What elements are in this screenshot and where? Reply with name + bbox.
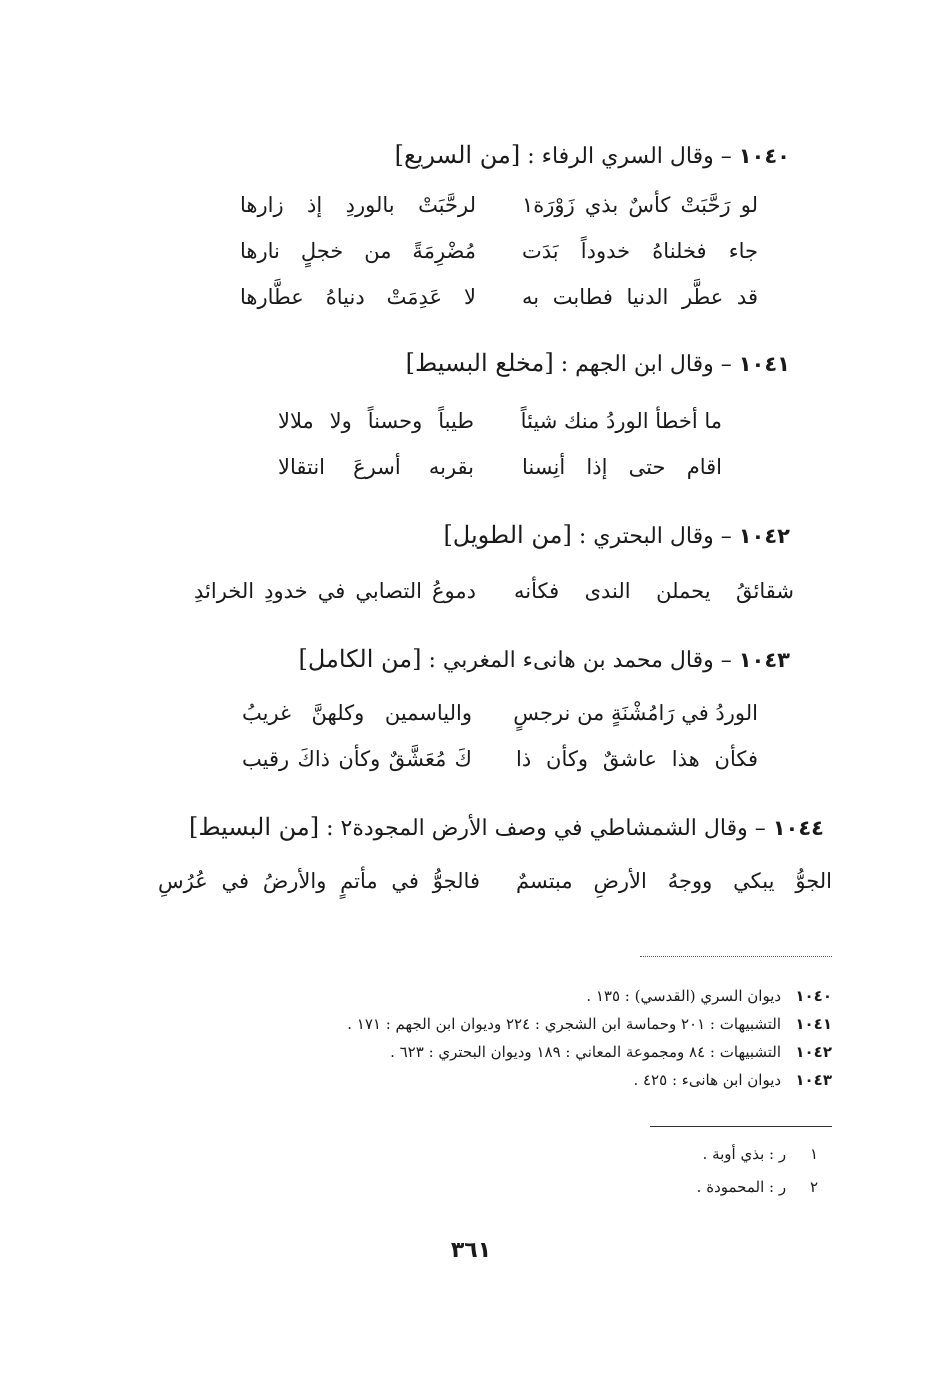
hemistich-first: قد عطَّر الدنيا فطابت به <box>522 285 758 309</box>
hemistich-first: لو رَحَّبَتْ كأسٌ بذي زَوْرَة١ <box>522 193 758 217</box>
hemistich-first: فكأن هذا عاشقٌ وكأن ذا <box>516 747 758 771</box>
source-note <box>390 1041 832 1063</box>
verse-line <box>242 744 758 774</box>
poem-meter: [من السريع] <box>394 141 521 169</box>
hemistich-second: لرحَّبَتْ بالوردِ إذ زارها <box>240 193 476 217</box>
verse-line <box>240 236 758 266</box>
hemistich-second: دموعُ التصابي في خدودِ الخرائدِ <box>194 579 476 603</box>
poem-intro: – وقال محمد بن هانىء المغربي : <box>428 648 732 673</box>
poem-number: ١٠٤٢ <box>738 524 790 548</box>
poem-heading-1044 <box>189 812 824 844</box>
source-note-number: ١٠٤٠ <box>795 987 832 1005</box>
footnote-separator <box>650 1126 832 1127</box>
hemistich-first: الجوُّ يبكي ووجهُ الأرضِ مبتسمٌ <box>516 869 832 893</box>
verse-line <box>242 698 758 728</box>
page-number: ٣٦١ <box>450 1238 492 1263</box>
hemistich-second: والياسمين وكلهنَّ غريبُ <box>242 701 472 725</box>
hemistich-second: مُضْرِمَةً من خجلٍ نارها <box>240 239 476 263</box>
verse-line <box>240 282 758 312</box>
source-note <box>586 985 832 1007</box>
poem-intro: – وقال الشمشاطي في وصف الأرض المجودة٢ : <box>326 816 766 841</box>
footnote <box>697 1176 818 1198</box>
poem-heading-1042 <box>443 520 790 552</box>
hemistich-first: ما أخطأ الوردُ منك شيئاً <box>520 409 722 433</box>
source-note-text: التشبيهات : ٨٤ ومجموعة المعاني : ١٨٩ وديوان البحتري : ٦٢٣ . <box>390 1043 782 1061</box>
poem-meter: [مخلع البسيط] <box>405 349 554 377</box>
poem-intro: – وقال السري الرفاء : <box>527 144 732 169</box>
poem-heading-1043 <box>298 644 790 676</box>
footnote <box>703 1143 818 1165</box>
source-note <box>347 1013 832 1035</box>
hemistich-second: بقربه أسرعَ انتقالا <box>278 455 474 479</box>
poem-number: ١٠٤٤ <box>772 816 824 840</box>
poem-meter: [من الكامل] <box>298 645 422 673</box>
source-notes-separator <box>640 956 832 957</box>
source-note-text: التشبيهات : ٢٠١ وحماسة ابن الشجري : ٢٢٤ وديوان ابن الجهم : ١٧١ . <box>347 1015 782 1033</box>
source-note-number: ١٠٤٢ <box>795 1043 832 1061</box>
poem-meter: [من البسيط] <box>188 813 320 841</box>
source-note-text: ديوان السري (القدسي) : ١٣٥ . <box>586 987 782 1005</box>
poem-heading-1040 <box>395 140 790 172</box>
verse-line <box>158 866 832 896</box>
poem-meter: [من الطويل] <box>443 521 572 549</box>
source-note <box>633 1069 832 1091</box>
poem-number: ١٠٤١ <box>738 352 790 376</box>
hemistich-first: جاء فخلناهُ خدوداً بَدَت <box>522 239 758 263</box>
poem-intro: – وقال البحتري : <box>578 524 732 549</box>
footnote-number: ٢ <box>809 1178 818 1196</box>
footnote-text: ر : المحمودة . <box>696 1178 787 1196</box>
poem-number: ١٠٤٠ <box>738 144 790 168</box>
footnote-text: ر : بذي أوبة . <box>702 1145 787 1163</box>
poem-intro: – وقال ابن الجهم : <box>560 352 732 377</box>
hemistich-first: الوردُ في رَامُشْنَةٍ من نرجسٍ <box>513 701 758 725</box>
verse-line <box>194 576 794 606</box>
source-note-number: ١٠٤٣ <box>795 1071 832 1089</box>
verse-line <box>278 452 722 482</box>
verse-line <box>240 190 758 220</box>
footnote-number: ١ <box>809 1145 818 1163</box>
verse-line <box>278 406 722 436</box>
poem-number: ١٠٤٣ <box>738 648 790 672</box>
hemistich-first: شقائقُ يحملن الندى فكأنه <box>514 579 794 603</box>
hemistich-first: اقام حتى إذا أنِسنا <box>522 455 722 479</box>
source-note-number: ١٠٤١ <box>795 1015 832 1033</box>
hemistich-second: كَ مُعَشَّقٌ وكأن ذاكَ رقيب <box>242 747 472 771</box>
source-note-text: ديوان ابن هانىء : ٤٢٥ . <box>633 1071 782 1089</box>
hemistich-second: طيباً وحسناً ولا ملالا <box>278 409 474 433</box>
hemistich-second: فالجوُّ في مأتمٍ والأرضُ في عُرُسِ <box>158 869 480 893</box>
poem-heading-1041 <box>406 348 790 380</box>
hemistich-second: لا عَدِمَتْ دنياهُ عطَّارها <box>240 285 476 309</box>
